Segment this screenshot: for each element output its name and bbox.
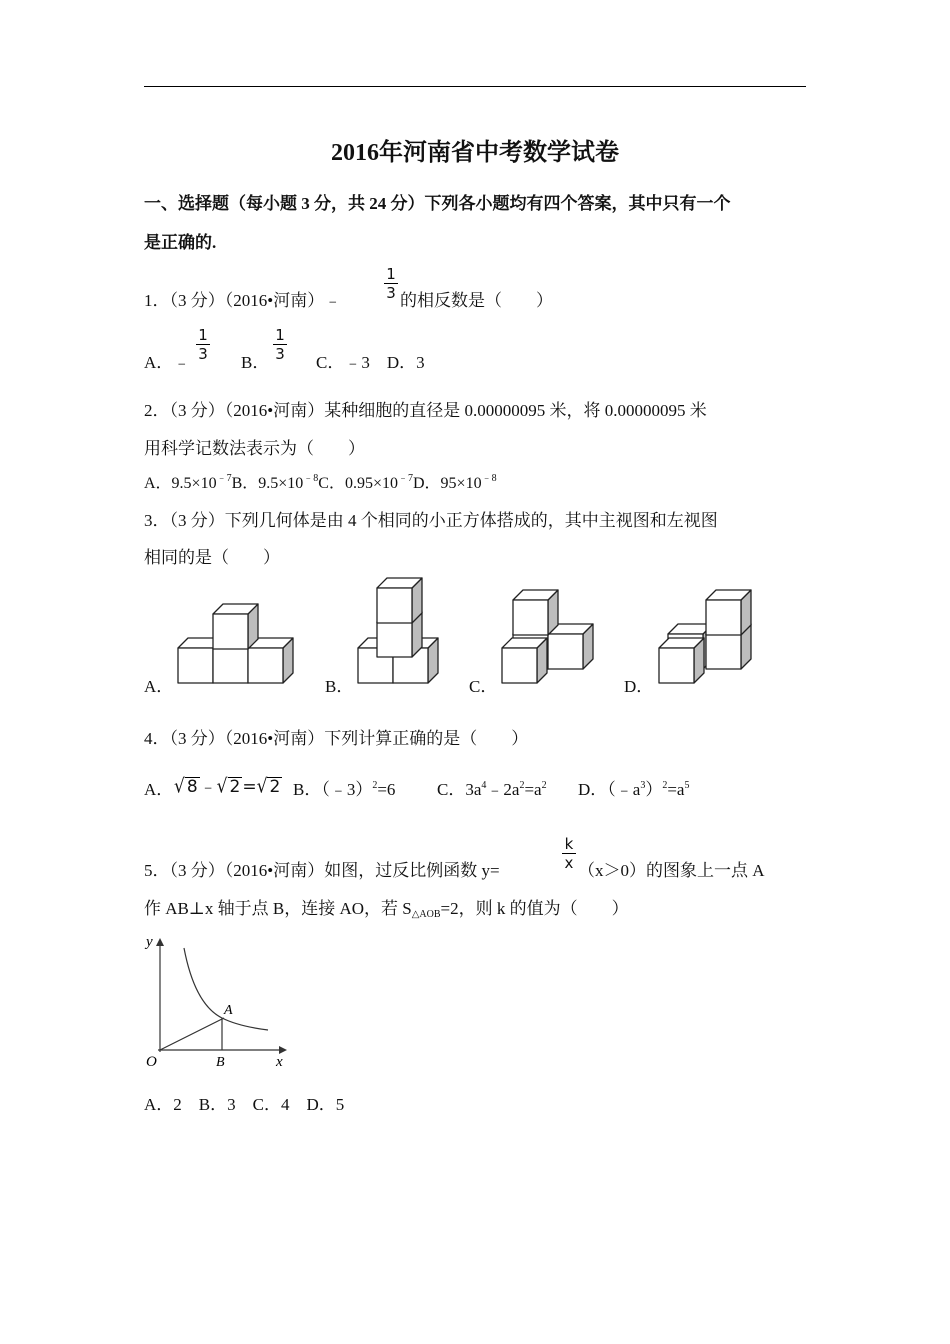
q1-frac-num: 1 [386, 265, 396, 283]
cube-front-face [213, 614, 248, 649]
q3-line2: 相同的是（ ） [144, 548, 280, 567]
q2-line1: 2．（3 分）（2016•河南）某种细胞的直径是 0.00000095 米，将 0.00000095 米 [144, 401, 707, 420]
segment-ao [160, 1018, 224, 1050]
q4-d-exp3: 5 [684, 780, 690, 791]
cube-front-face [706, 600, 741, 635]
section-heading-line1: 一、选择题（每小题 3 分，共 24 分）下列各小题均有四个答案，其中只有一个 [144, 194, 731, 213]
q1-a-den: 3 [198, 345, 208, 363]
page-title: 2016年河南省中考数学试卷 [331, 140, 619, 166]
q1-options-cd: C．﹣3 D．3 [316, 353, 425, 372]
x-axis-arrow [279, 1046, 287, 1054]
q4-option-a-label: A． [144, 780, 174, 799]
q4-b-rest: =6 [377, 780, 396, 799]
point-b-label: B [216, 1055, 225, 1070]
q5-line2-sub: △AOB [411, 909, 441, 920]
q4-c-exp1: 4 [481, 780, 487, 791]
sqrt-symbol: √ [174, 775, 185, 799]
q4-b-exp: 2 [372, 780, 378, 791]
sqrt-symbol: √ [256, 775, 268, 799]
q4-c-exp2: 2 [519, 780, 525, 791]
cube-front-face [502, 648, 537, 683]
q4-b-text: B．（﹣3） [293, 780, 373, 799]
cube-front-face [548, 634, 583, 669]
cube-front-face [213, 648, 248, 683]
q1-a-num: 1 [198, 326, 208, 344]
q3-label-d: D． [624, 677, 654, 696]
q4-c-text: C．3a [437, 780, 482, 799]
q3-label-c: C． [469, 677, 498, 696]
q4-d-mid: ） [645, 780, 663, 799]
cube-front-face [513, 600, 548, 635]
q4-c-rest: =a [524, 780, 542, 799]
q5-line2-prefix: 作 AB⊥x 轴于点 B，连接 AO，若 S [144, 899, 412, 918]
cube-front-face [706, 634, 741, 669]
q4-a-minus: ﹣ [199, 777, 217, 797]
y-axis-label: y [146, 934, 153, 950]
q4-stem: 4．（3 分）（2016•河南）下列计算正确的是（ ） [144, 729, 529, 748]
q1-stem-prefix: 1．（3 分）（2016•河南）﹣ [144, 291, 342, 310]
q1-stem-suffix: 的相反数是（ ） [400, 291, 553, 310]
q5-line1-prefix: 5．（3 分）（2016•河南）如图，过反比例函数 y= [144, 861, 500, 880]
y-axis-arrow [156, 938, 164, 946]
q2-option-a-exp: ﹣7 [216, 473, 232, 484]
q4-a-radicand1: 8 [186, 777, 198, 797]
sqrt-symbol: √ [216, 775, 228, 799]
q4-option-d [578, 779, 689, 801]
q2-option-b: B．9.5×10 [231, 475, 304, 492]
q2-option-a: A．9.5×10 [144, 475, 217, 492]
q5-graph [140, 930, 300, 1075]
q1-frac-den: 3 [386, 284, 396, 302]
q5-options: A．2 B．3 C．4 D．5 [144, 1095, 345, 1114]
cube-front-face [659, 648, 694, 683]
q2-line2: 用科学记数法表示为（ ） [144, 439, 365, 458]
q2-option-c: C．0.95×10 [318, 475, 398, 492]
point-a-label: A [224, 1003, 233, 1018]
q5-line2-suffix: =2，则 k 的值为（ ） [440, 899, 629, 918]
origin-label: O [146, 1054, 157, 1070]
q2-option-d: D．95×10 [413, 475, 482, 492]
q3-label-b: B． [325, 677, 354, 696]
q1-b-num: 1 [275, 326, 285, 344]
q4-option-b [293, 779, 395, 801]
q1-option-b-label: B． [241, 353, 270, 372]
q4-c-mid: ﹣2a [486, 780, 520, 799]
q3-line1: 3．（3 分）下列几何体是由 4 个相同的小正方体搭成的，其中主视图和左视图 [144, 511, 718, 530]
cube-front-face [248, 648, 283, 683]
q5-frac-den: x [564, 854, 574, 872]
cube-front-face [377, 588, 412, 623]
q1-b-den: 3 [275, 345, 285, 363]
q4-a-radicand3: 2 [269, 777, 281, 797]
q4-c-exp3: 2 [541, 780, 547, 791]
x-axis-label: x [276, 1054, 283, 1070]
q4-a-radicand2: 2 [229, 777, 241, 797]
q3-label-a: A． [144, 677, 174, 696]
q2-option-c-exp: ﹣7 [398, 473, 413, 484]
cube-front-face [377, 622, 412, 657]
q2-option-d-exp: ﹣8 [481, 473, 497, 484]
q4-option-c [437, 779, 547, 801]
q2-option-b-exp: ﹣8 [303, 473, 319, 484]
q4-a-eq: = [242, 777, 257, 797]
q1-option-a-label: A．﹣ [144, 353, 191, 372]
cube-front-face [178, 648, 213, 683]
q4-d-rest: =a [667, 780, 685, 799]
q5-frac-num: k [564, 835, 574, 853]
q5-line2 [144, 898, 629, 920]
q5-line1-suffix: （x＞0）的图象上一点 A [578, 861, 765, 880]
q4-option-a-expr [174, 776, 282, 798]
section-heading-line2: 是正确的. [144, 233, 217, 252]
q5-fraction [562, 836, 576, 871]
q4-d-exp1: 3 [640, 780, 646, 791]
q4-d-exp2: 2 [662, 780, 668, 791]
q4-d-text: D．（﹣a [578, 780, 641, 799]
